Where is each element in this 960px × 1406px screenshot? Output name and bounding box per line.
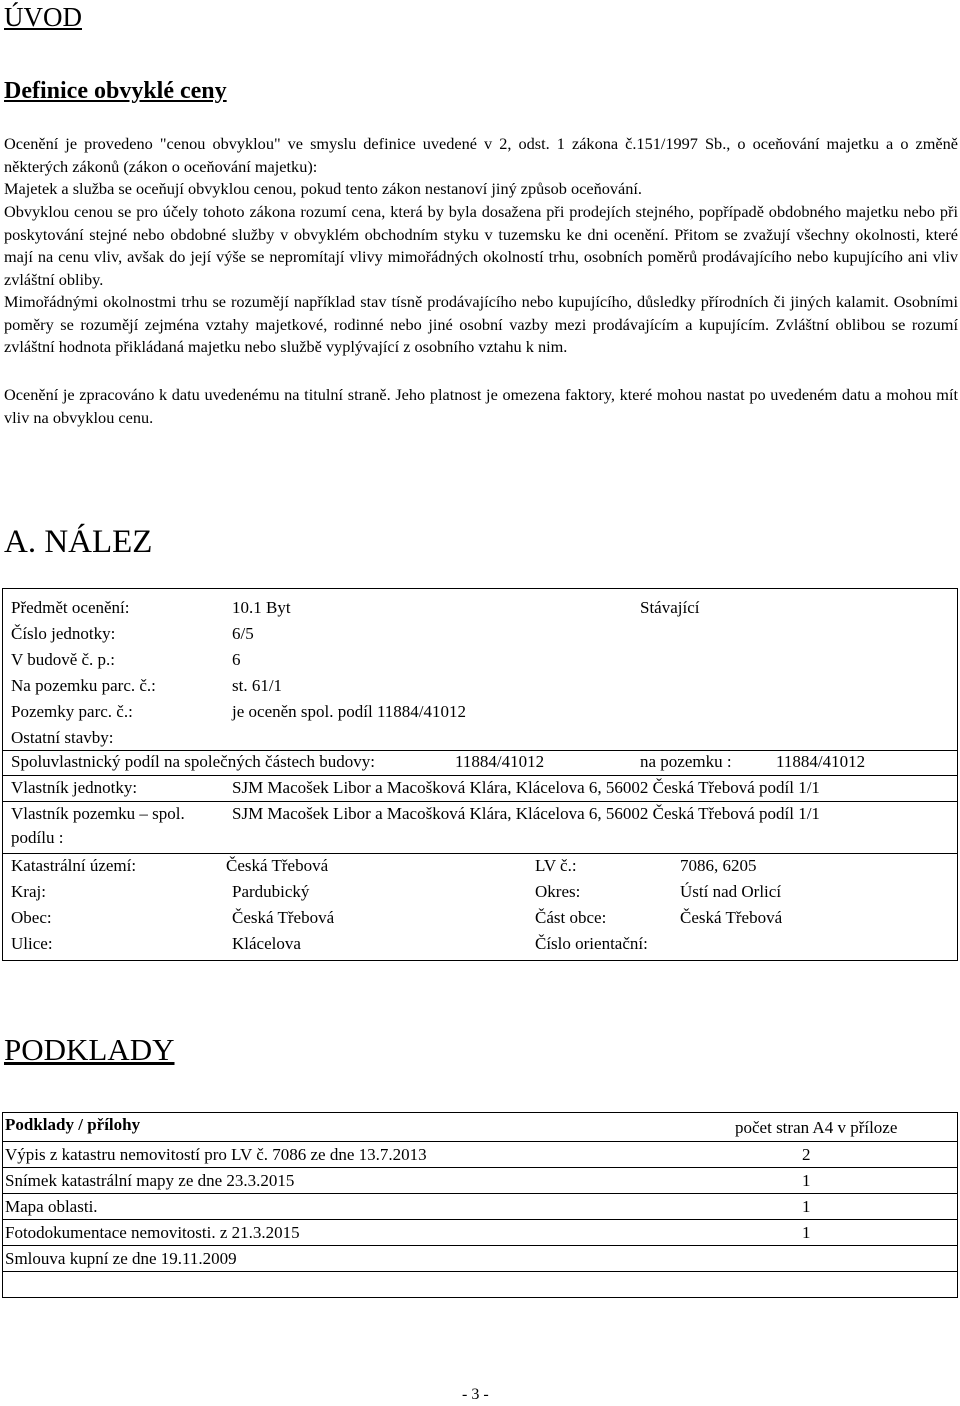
spoluvl-value: 11884/41012	[455, 752, 545, 771]
intro-paragraph-4: Mimořádnými okolnostmi trhu se rozumějí například stav tísně prodávajícího nebo kupujícího, důsledky přírodních či jiných kalamit. Osobními poměry se rozumějí zejména vztahy majetkové, rodinné nebo jiné osobní vazby mezi prodávajícím a kupujícím. Zvláštní oblibou se rozumí zvláštní hodnota přikládaná majetku nebo službě vyplývající z osobního vztahu k nim.	[4, 292, 958, 356]
heading-podklady: PODKLADY	[4, 1032, 175, 1067]
row-pozemek	[3, 673, 957, 699]
spoluvl-label: Spoluvlastnický podíl na společných částech budovy:	[11, 752, 376, 771]
kraj-label: Kraj:	[11, 882, 46, 901]
nalez-table	[2, 588, 958, 961]
podklady-item: Výpis z katastru nemovitostí pro LV č. 7086 ze dne 13.7.2013	[5, 1145, 427, 1164]
obec-label: Obec:	[11, 908, 52, 927]
podklady-table	[2, 1112, 958, 1298]
vlastnik-pozemku-value: SJM Macošek Libor a Macošková Klára, Klácelova 6, 56002 Česká Třebová podíl 1/1	[232, 804, 820, 823]
heading-definice-obvykle-ceny: Definice obvyklé ceny	[4, 78, 227, 104]
row-katastr	[3, 853, 957, 879]
predmet-value: 10.1 Byt	[232, 598, 291, 617]
lv-label: LV č.:	[535, 856, 577, 875]
intro-paragraph-3: Obvyklou cenou se pro účely tohoto zákona rozumí cena, která by byla dosažena při prodejích stejného, popřípadě obdobného majetku nebo při poskytování stejné nebo obdobné služby v obvyklém obchodním styku v tuzemsku ke dni ocenění. Přitom se zvažují všechny okolnosti, které mají na cenu vliv, avšak do její výše se nepromítají vlivy mimořádných okolností trhu, osobních poměrů prodávajícího nebo kupujícího ani vliv zvláštní obliby.	[4, 202, 958, 289]
row-kraj	[3, 879, 957, 905]
divider	[3, 1167, 957, 1168]
podklady-item: Smlouva kupní ze dne 19.11.2009	[5, 1249, 237, 1268]
ulice-label: Ulice:	[11, 934, 53, 953]
intro-paragraph-2: Majetek a služba se oceňují obvyklou cenou, pokud tento zákon nestanoví jiný způsob oceňování.	[4, 179, 642, 198]
podklady-pages: 1	[802, 1197, 811, 1216]
podklady-pages: 2	[802, 1145, 811, 1164]
row-ostatni-stavby	[3, 725, 957, 751]
cislo-value: 6/5	[232, 624, 254, 643]
intro-paragraph-1: Ocenění je provedeno "cenou obvyklou" ve smyslu definice uvedené v 2, odst. 1 zákona č.151/1997 Sb., o oceňování majetku a o změně některých zákonů (zákon o oceňování majetku):	[4, 134, 958, 176]
divider	[3, 1245, 957, 1246]
row-ulice	[3, 931, 957, 957]
napozemku-value: 11884/41012	[776, 752, 866, 771]
vlastnik-pozemku-label-cont: podílu :	[11, 828, 64, 847]
pozemek-value: st. 61/1	[232, 676, 283, 695]
katastr-label: Katastrální území:	[11, 856, 137, 875]
row-cislo-jednotky	[3, 621, 957, 647]
podklady-header-label: Podklady / přílohy	[5, 1115, 141, 1134]
row-vlastnik-jednotky	[3, 775, 957, 801]
podklady-item: Fotodokumentace nemovitosti. z 21.3.2015	[5, 1223, 300, 1242]
row-predmet	[3, 595, 957, 621]
divider	[3, 1193, 957, 1194]
cast-obce-value: Česká Třebová	[680, 908, 783, 927]
pozemky-value: je oceněn spol. podíl 11884/41012	[232, 702, 467, 721]
divider	[3, 1219, 957, 1220]
vlastnik-jednotky-value: SJM Macošek Libor a Macošková Klára, Klácelova 6, 56002 Česká Třebová podíl 1/1	[232, 778, 820, 797]
page-number: - 3 -	[462, 1386, 489, 1403]
ostatni-label: Ostatní stavby:	[11, 728, 114, 747]
ulice-value: Klácelova	[232, 934, 301, 953]
cast-obce-label: Část obce:	[535, 908, 607, 927]
okres-label: Okres:	[535, 882, 581, 901]
row-spoluvlastnicky-podil	[3, 749, 957, 775]
row-obec	[3, 905, 957, 931]
divider	[3, 1271, 957, 1272]
heading-nalez: A. NÁLEZ	[4, 524, 153, 560]
kraj-value: Pardubický	[232, 882, 310, 901]
pozemek-label: Na pozemku parc. č.:	[11, 676, 156, 695]
vlastnik-pozemku-label: Vlastník pozemku – spol.	[11, 804, 185, 823]
obec-value: Česká Třebová	[232, 908, 335, 927]
row-pozemky	[3, 699, 957, 725]
heading-uvod: ÚVOD	[4, 2, 82, 32]
vlastnik-jednotky-label: Vlastník jednotky:	[11, 778, 138, 797]
podklady-header-pages: počet stran A4 v příloze	[735, 1118, 898, 1137]
row-vlastnik-pozemku	[3, 801, 957, 827]
podklady-item: Snímek katastrální mapy ze dne 23.3.2015	[5, 1171, 295, 1190]
katastr-value: Česká Třebová	[226, 856, 329, 875]
predmet-status: Stávající	[640, 598, 700, 617]
divider	[3, 1141, 957, 1142]
budova-value: 6	[232, 650, 241, 669]
row-budova	[3, 647, 957, 673]
budova-label: V budově č. p.:	[11, 650, 116, 669]
cislo-orientacni-label: Číslo orientační:	[535, 934, 648, 953]
podklady-pages: 1	[802, 1223, 811, 1242]
pozemky-label: Pozemky parc. č.:	[11, 702, 133, 721]
lv-value: 7086, 6205	[680, 856, 757, 875]
intro-paragraph-5: Ocenění je zpracováno k datu uvedenému na titulní straně. Jeho platnost je omezena faktory, které mohou nastat po uvedeném datu a mohou mít vliv na obvyklou cenu.	[4, 385, 958, 427]
podklady-pages: 1	[802, 1171, 811, 1190]
cislo-label: Číslo jednotky:	[11, 624, 116, 643]
row-vlastnik-pozemku-cont	[3, 825, 957, 851]
podklady-item: Mapa oblasti.	[5, 1197, 98, 1216]
predmet-label: Předmět ocenění:	[11, 598, 130, 617]
okres-value: Ústí nad Orlicí	[680, 882, 782, 901]
napozemku-label: na pozemku :	[640, 752, 732, 771]
